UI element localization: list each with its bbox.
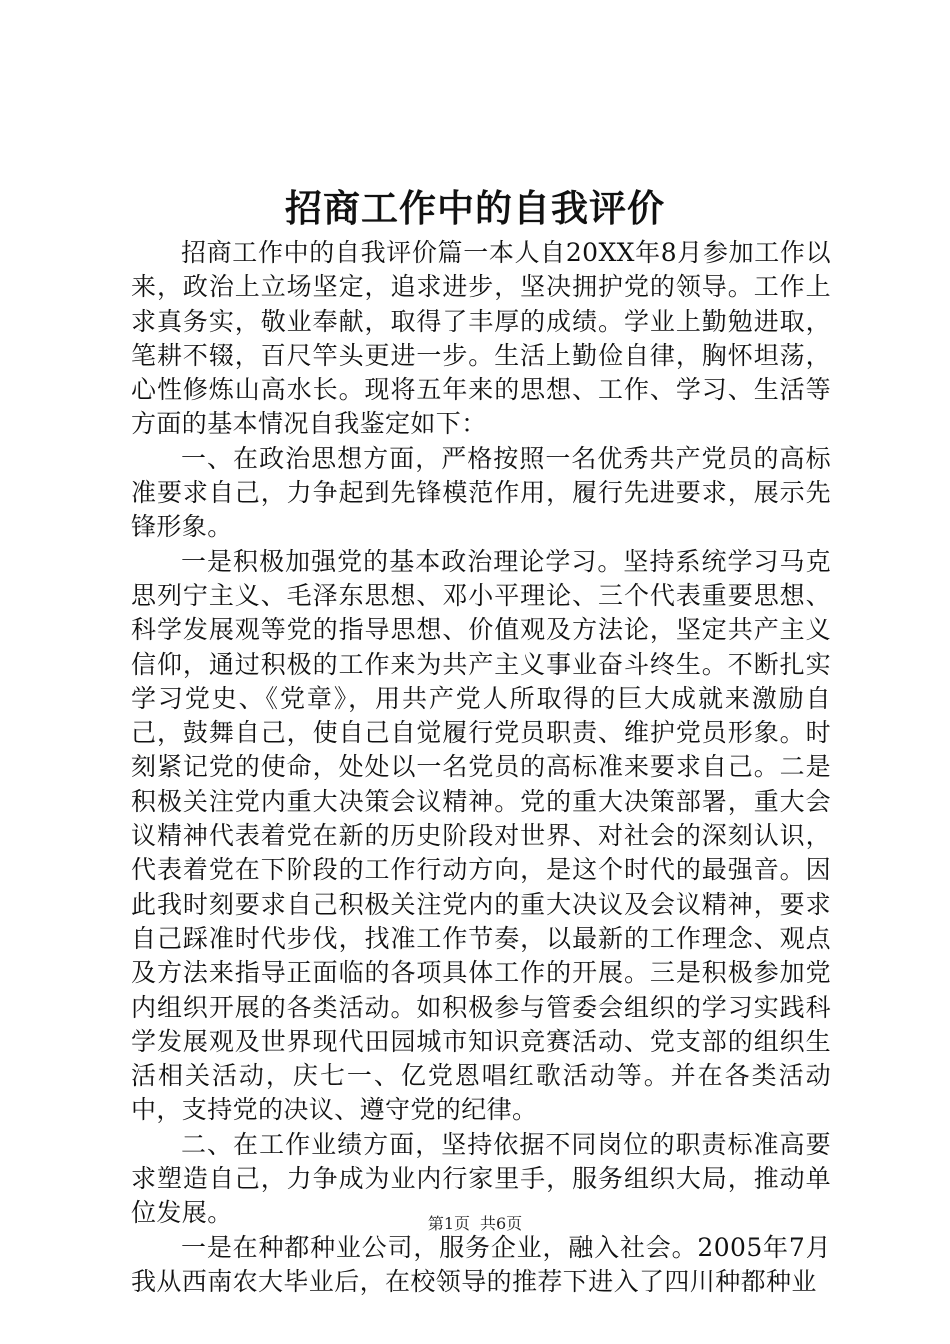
paragraph-political-details: 一是积极加强党的基本政治理论学习。坚持系统学习马克思列宁主义、毛泽东思想、邓小平理论、三个代表重要思想、科学发展观等党的指导思想、价值观及方法论，坚定共产主义信仰，通过积极的工作来为共产主义事业奋斗终生。不断扎实学习党史、《党章》，用共产党人所取得的巨大成就来激励自己，鼓舞自己，使自己自觉履行党员职责、维护党员形象。时刻紧记党的使命，处处以一名党员的高标准来要求自己。二是积极关注党内重大决策会议精神。党的重大决策部署，重大会议精神代表着党在新的历史阶段对世界、对社会的深刻认识，代表着党在下阶段的工作行动方向，是这个时代的最强音。因此我时刻要求自己积极关注党内的重大决议及会议精神，要求自己踩准时代步伐，找准工作节奏，以最新的工作理念、观点及方法来指导正面临的各项具体工作的开展。三是积极参加党内组织开展的各类活动。如积极参与管委会组织的学习实践科学发展观及世界现代田园城市知识竞赛活动、党支部的组织生活相关活动，庆七一、亿党恩唱红歌活动等。并在各类活动中，支持党的决议、遵守党的纪律。 bbox=[131, 546, 831, 1125]
paragraph-work-section: 二、在工作业绩方面，坚持依据不同岗位的职责标准高要求塑造自己，力争成为业内行家里手，服务组织大局，推动单位发展。 bbox=[131, 1129, 831, 1228]
document-title: 招商工作中的自我评价 bbox=[285, 186, 665, 230]
paragraph-intro: 招商工作中的自我评价篇一本人自20XX年8月参加工作以来，政治上立场坚定，追求进步，坚决拥护党的领导。工作上求真务实，敬业奉献，取得了丰厚的成绩。学业上勤勉进取，笔耕不辍，百尺竿头更进一步。生活上勤俭自律，胸怀坦荡，心性修炼山高水长。现将五年来的思想、工作、学习、生活等方面的基本情况自我鉴定如下： bbox=[131, 238, 831, 439]
page-number: 第1页 bbox=[427, 1214, 470, 1233]
page-footer bbox=[0, 1213, 950, 1235]
paragraph-work-details: 一是在种都种业公司，服务企业，融入社会。2005年7月我从西南农大毕业后，在校领导的推荐下进入了四川种都种业 bbox=[131, 1232, 831, 1296]
page-total: 共6页 bbox=[480, 1214, 523, 1233]
paragraph-political-section: 一、在政治思想方面，严格按照一名优秀共产党员的高标准要求自己，力争起到先锋模范作用，履行先进要求，展示先锋形象。 bbox=[131, 443, 831, 542]
document-body bbox=[131, 236, 831, 1299]
